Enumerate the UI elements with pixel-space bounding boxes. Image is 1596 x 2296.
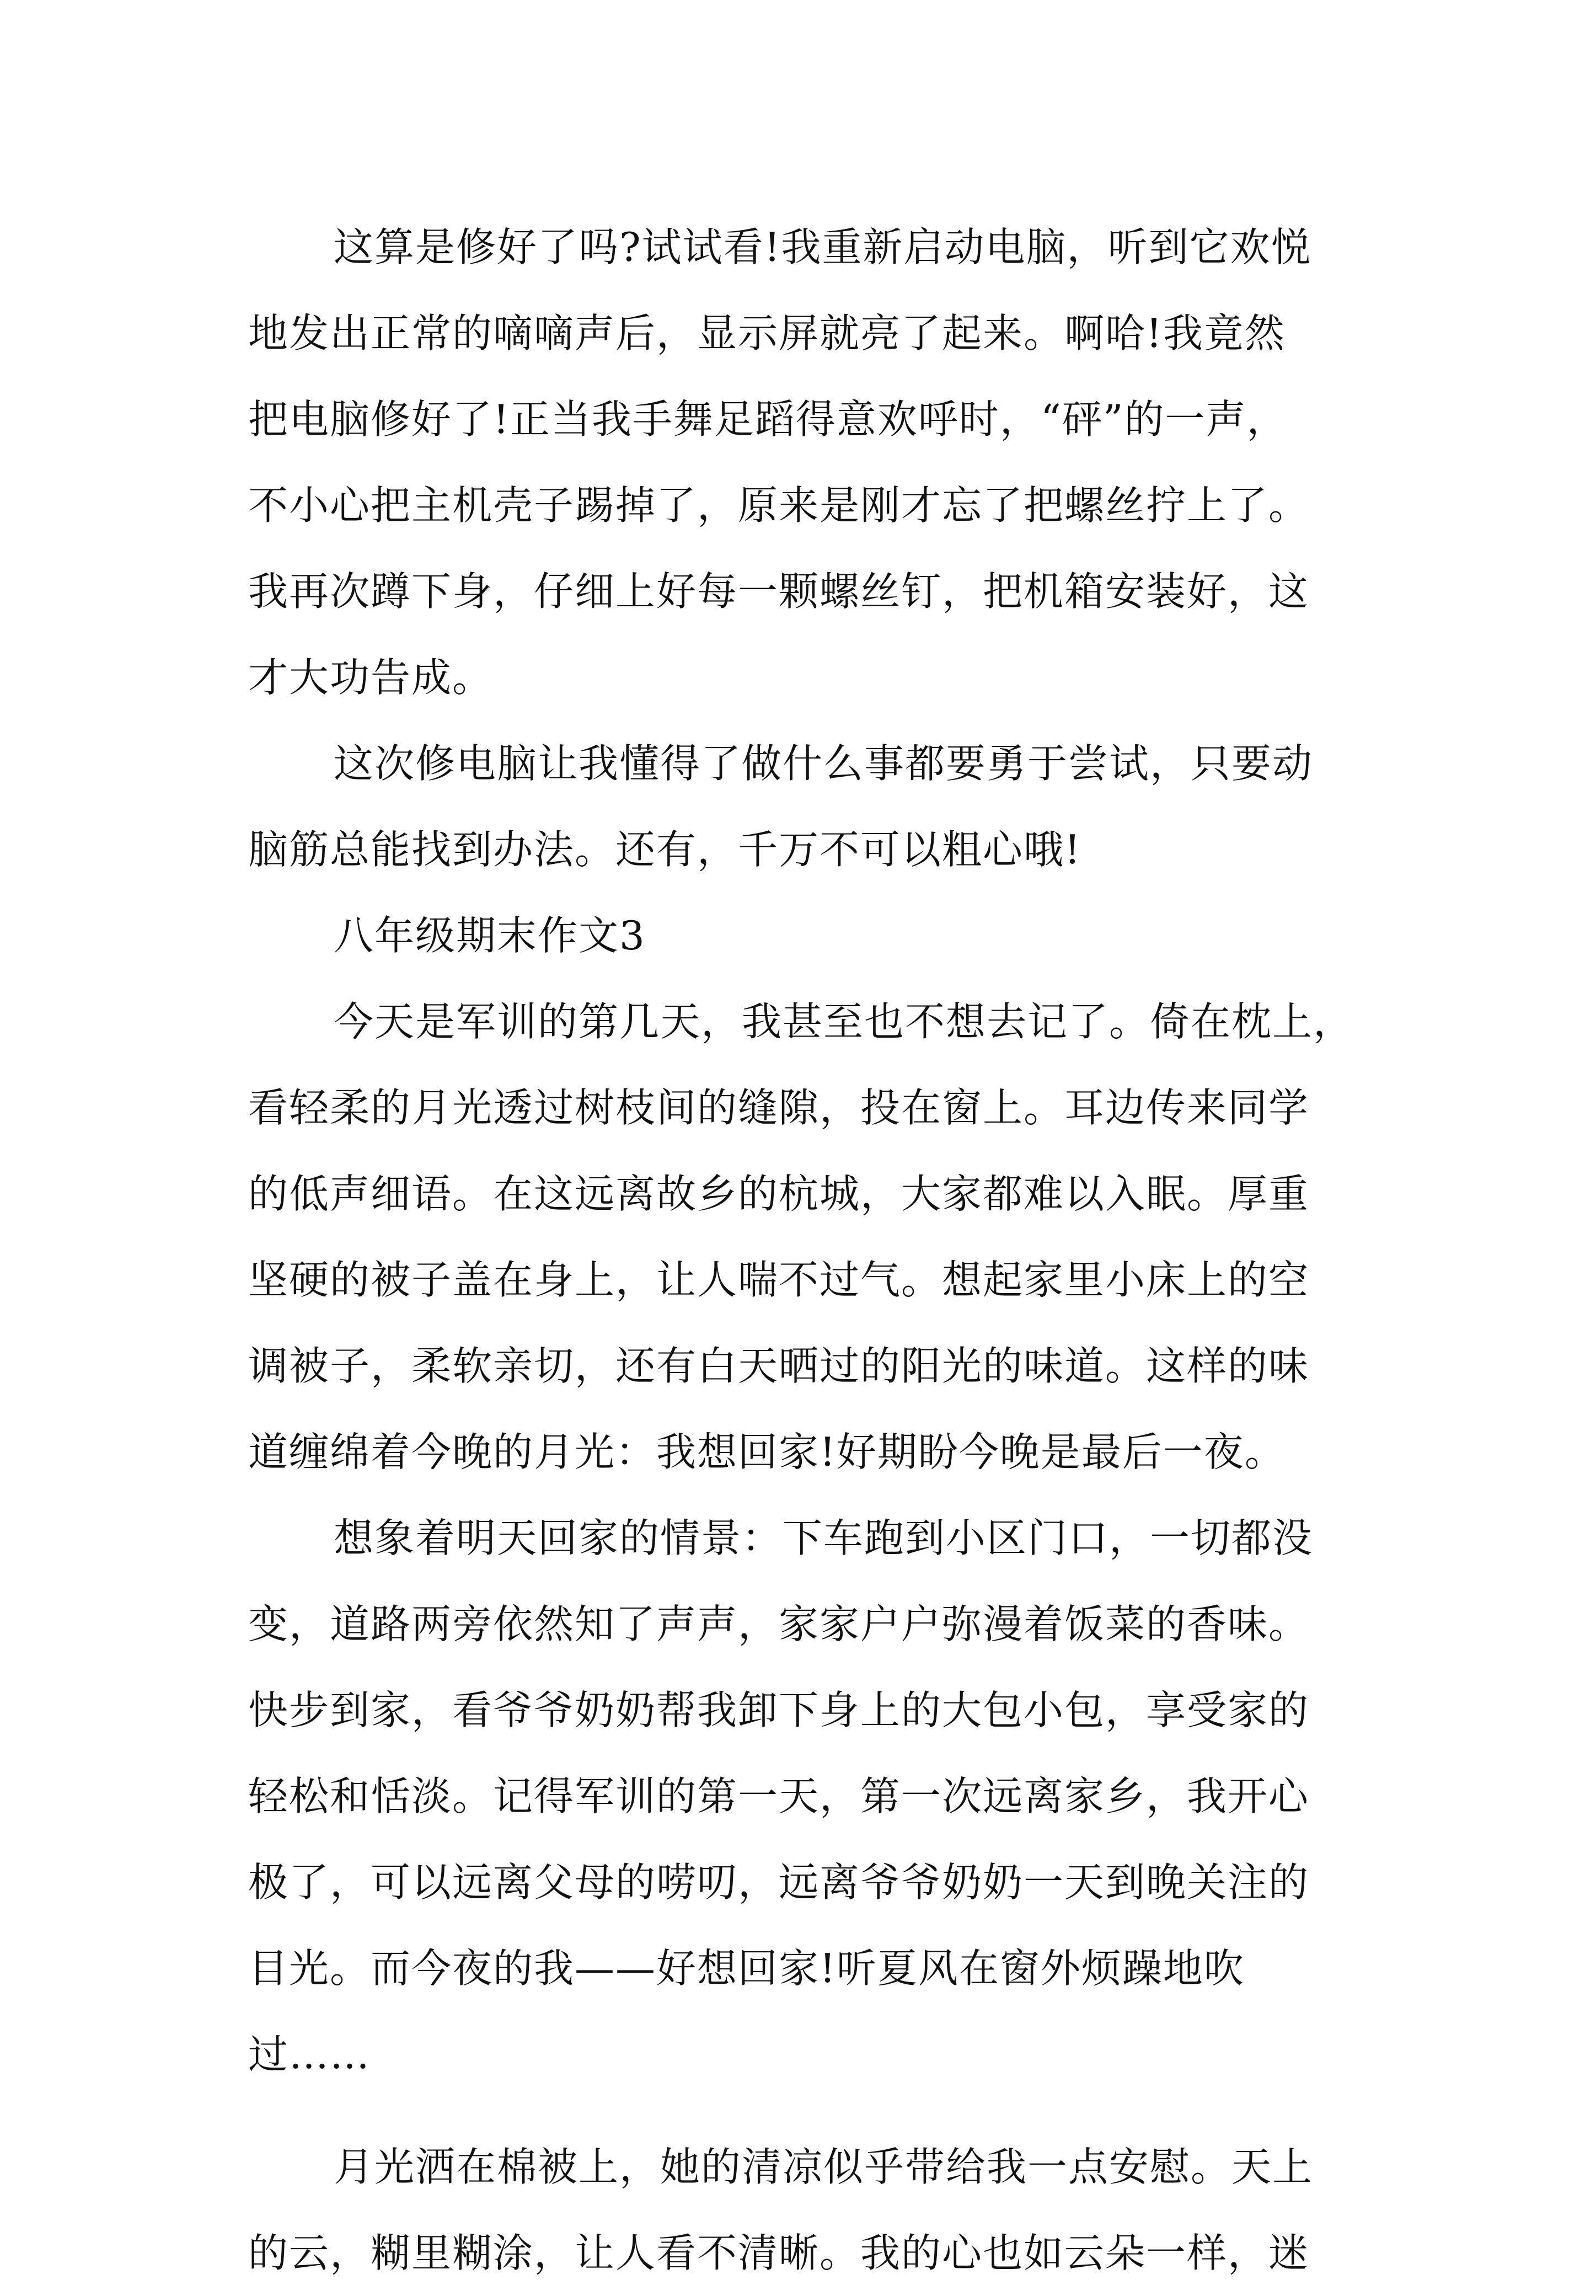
paragraph-line: 目光。而今夜的我——好想回家!听夏风在窗外烦躁地吹 xyxy=(248,1945,1245,1991)
paragraph-line: 才大功告成。 xyxy=(248,654,494,701)
paragraph-line: 坚硬的被子盖在身上，让人喘不过气。想起家里小床上的空 xyxy=(248,1257,1310,1303)
paragraph-line: 把电脑修好了!正当我手舞足蹈得意欢呼时，“砰”的一声， xyxy=(248,396,1288,442)
paragraph-line: 想象着明天回家的情景：下车跑到小区门口，一切都没 xyxy=(334,1515,1314,1561)
paragraph-line: 轻松和恬淡。记得军训的第一天，第一次远离家乡，我开心 xyxy=(248,1773,1310,1819)
paragraph-line: 月光洒在棉被上，她的清凉似乎带给我一点安慰。天上 xyxy=(334,2144,1314,2190)
paragraph-line: 过…… xyxy=(248,2031,371,2078)
paragraph-line: 快步到家，看爷爷奶奶帮我卸下身上的大包小包，享受家的 xyxy=(248,1687,1310,1733)
paragraph-line: 的低声细语。在这远离故乡的杭城，大家都难以入眠。厚重 xyxy=(248,1171,1310,1217)
paragraph-line: 地发出正常的嘀嘀声后，显示屏就亮了起来。啊哈!我竟然 xyxy=(248,310,1286,356)
paragraph-line: 不小心把主机壳子踢掉了，原来是刚才忘了把螺丝拧上了。 xyxy=(248,482,1310,528)
paragraph-line: 这算是修好了吗?试试看!我重新启动电脑，听到它欢悦 xyxy=(334,224,1312,270)
paragraph-line: 今天是军训的第几天，我甚至也不想去记了。倚在枕上， xyxy=(334,999,1354,1045)
paragraph-line: 的云，糊里糊涂，让人看不清晰。我的心也如云朵一样，迷 xyxy=(248,2230,1310,2276)
paragraph-line: 变，道路两旁依然知了声声，家家户户弥漫着饭菜的香味。 xyxy=(248,1601,1310,1647)
paragraph-line: 这次修电脑让我懂得了做什么事都要勇于尝试，只要动 xyxy=(334,740,1314,787)
document-page xyxy=(248,204,1368,2296)
paragraph-line: 道缠绵着今晚的月光：我想回家!好期盼今晚是最后一夜。 xyxy=(248,1429,1286,1475)
paragraph-line: 看轻柔的月光透过树枝间的缝隙，投在窗上。耳边传来同学 xyxy=(248,1085,1310,1131)
paragraph-line: 极了，可以远离父母的唠叨，远离爷爷奶奶一天到晚关注的 xyxy=(248,1859,1310,1905)
paragraph-line: 我再次蹲下身，仔细上好每一颗螺丝钉，把机箱安装好，这 xyxy=(248,568,1310,615)
paragraph-line: 调被子，柔软亲切，还有白天晒过的阳光的味道。这样的味 xyxy=(248,1343,1310,1389)
essay-heading: 八年级期末作文3 xyxy=(334,912,646,959)
paragraph-line: 脑筋总能找到办法。还有，千万不可以粗心哦! xyxy=(248,826,1081,873)
paragraph-gap xyxy=(248,2097,1368,2124)
